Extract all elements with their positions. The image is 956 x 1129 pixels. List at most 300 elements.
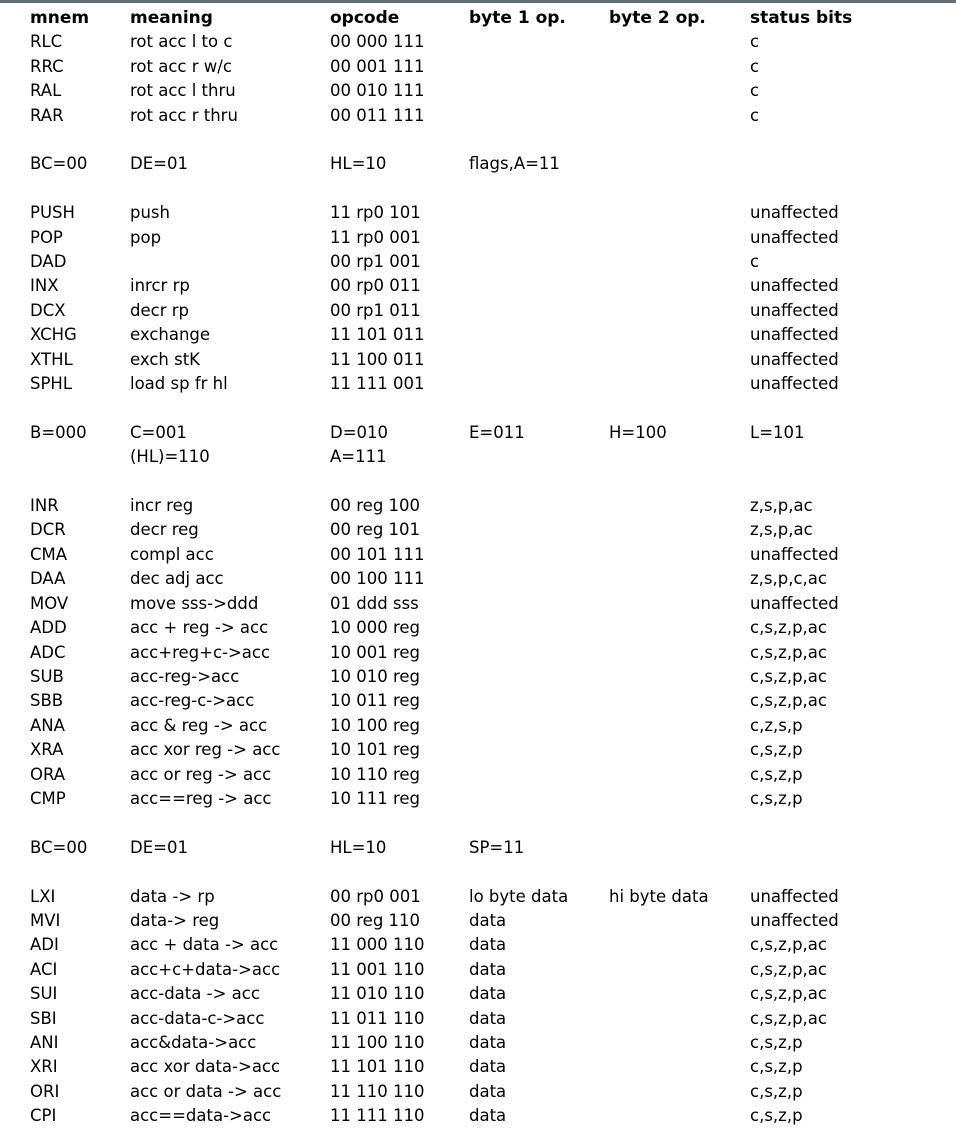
opcode-cell: 10 100 reg [330,715,421,735]
byte1-cell [469,348,609,372]
meaning-cell: acc-reg-c->acc [130,691,255,711]
table-row [30,323,952,347]
mnem-cell: RRC [30,56,64,76]
mnem-cell: RAR [30,105,64,125]
byte1-cell [469,738,609,762]
status-cell: c [750,56,760,76]
meaning-cell: rot acc l thru [130,81,236,101]
table-row [30,616,952,640]
byte1-cell [469,592,609,616]
byte1-cell [469,567,609,591]
table-row [30,641,952,665]
table-row [30,1055,952,1079]
header-byte2: byte 2 op. [609,8,706,28]
meaning-cell: acc+c+data->acc [130,959,281,979]
opcode-cell: 01 ddd sss [330,593,419,613]
byte2-cell [609,641,750,665]
meaning-cell: data -> rp [130,886,215,906]
byte1-cell [469,470,609,494]
meaning-cell [130,177,330,201]
meaning-cell: data-> reg [130,910,220,930]
mnem-cell: B=000 [30,422,87,442]
byte1-cell: data [469,1057,507,1077]
byte2-cell [609,909,750,933]
mnem-cell: CPI [30,1106,57,1126]
status-cell: unaffected [750,910,839,930]
status-cell: c,z,s,p [750,715,803,735]
table-row [30,30,952,54]
byte1-cell: data [469,1032,507,1052]
table-row [30,372,952,396]
opcode-cell: 00 rp1 011 [330,300,421,320]
byte1-cell: data [469,935,507,955]
table-body [30,30,952,1128]
table-row [30,958,952,982]
header-status: status bits [750,8,853,28]
status-cell: unaffected [750,544,839,564]
opcode-cell: 11 111 001 [330,374,425,394]
mnem-cell: DAD [30,252,67,272]
byte1-cell: data [469,1106,507,1126]
byte2-cell [609,738,750,762]
byte2-cell [609,1055,750,1079]
table-row [30,55,952,79]
table-row [30,226,952,250]
meaning-cell [130,396,330,420]
table-row [30,665,952,689]
byte1-cell [469,714,609,738]
byte2-cell [609,665,750,689]
table-row [30,1031,952,1055]
byte1-cell [469,226,609,250]
status-cell: c,s,z,p [750,1057,803,1077]
byte2-cell [609,494,750,518]
meaning-cell [130,470,330,494]
table-row [30,445,952,469]
meaning-cell [130,250,330,274]
byte1-cell [469,518,609,542]
byte1-cell [469,177,609,201]
status-cell: c,s,z,p,ac [750,642,827,662]
byte1-cell [469,494,609,518]
opcode-cell: 11 rp0 101 [330,203,421,223]
status-cell: z,s,p,ac [750,520,813,540]
byte2-cell [609,152,750,176]
opcode-cell: 11 001 110 [330,959,425,979]
mnem-cell: POP [30,227,63,247]
table-row [30,909,952,933]
header-opcode: opcode [330,8,400,28]
byte1-cell [469,543,609,567]
meaning-cell: push [130,203,170,223]
opcode-cell: 00 011 111 [330,105,425,125]
status-cell: c [750,105,760,125]
opcode-cell: 00 reg 100 [330,496,421,516]
meaning-cell: acc+reg+c->acc [130,642,271,662]
status-cell [750,860,952,884]
byte1-cell: flags,A=11 [469,154,560,174]
table-row [30,348,952,372]
mnem-cell [30,396,130,420]
table-row [30,592,952,616]
opcode-cell: 00 001 111 [330,56,425,76]
mnem-cell: XRI [30,1057,58,1077]
header-meaning: meaning [130,8,213,28]
table-row [30,1007,952,1031]
byte1-cell [469,299,609,323]
opcode-cell: 10 000 reg [330,618,421,638]
table-row [30,982,952,1006]
status-cell: c,s,z,p [750,788,803,808]
byte2-cell [609,226,750,250]
meaning-cell: acc or reg -> acc [130,764,272,784]
table-row [30,250,952,274]
mnem-cell: BC=00 [30,154,88,174]
opcode-cell: 11 100 011 [330,349,425,369]
mnem-cell [30,445,130,469]
byte1-cell [469,30,609,54]
status-cell: c,s,z,p,ac [750,959,827,979]
table-row [30,933,952,957]
byte1-cell [469,128,609,152]
byte2-cell [609,714,750,738]
byte1-cell: E=011 [469,422,525,442]
table-row [30,1104,952,1128]
byte2-cell [609,518,750,542]
top-divider [0,0,956,3]
mnem-cell: RLC [30,32,63,52]
mnem-cell: ANI [30,1032,59,1052]
byte2-cell [609,933,750,957]
byte2-cell [609,55,750,79]
spacer-row [30,811,952,835]
meaning-cell: decr rp [130,300,189,320]
status-cell: c,s,z,p,ac [750,935,827,955]
byte2-cell [609,79,750,103]
byte1-cell [469,860,609,884]
status-cell: c [750,252,760,272]
byte2-cell [609,470,750,494]
meaning-cell: DE=01 [130,837,188,857]
table-row [30,518,952,542]
mnem-cell: CMA [30,544,68,564]
status-cell: c,s,z,p,ac [750,618,827,638]
meaning-cell: rot acc r w/c [130,56,232,76]
status-cell: c,s,z,p,ac [750,691,827,711]
table-row [30,274,952,298]
byte2-cell [609,982,750,1006]
byte2-cell [609,299,750,323]
mnem-cell: RAL [30,81,62,101]
meaning-cell: acc==reg -> acc [130,788,272,808]
status-cell [750,445,952,469]
meaning-cell: DE=01 [130,154,188,174]
opcode-cell: 00 reg 110 [330,910,421,930]
byte2-cell [609,1007,750,1031]
meaning-cell: exch stK [130,349,200,369]
mnem-cell: SUB [30,666,64,686]
byte2-cell [609,616,750,640]
meaning-cell: acc&data->acc [130,1032,257,1052]
opcode-cell: 11 111 110 [330,1106,425,1126]
meaning-cell: rot acc r thru [130,105,238,125]
opcode-cell: HL=10 [330,154,387,174]
table-row [30,738,952,762]
status-cell: unaffected [750,203,839,223]
status-cell: unaffected [750,886,839,906]
opcode-cell: 00 rp0 001 [330,886,421,906]
opcode-cell: 10 010 reg [330,666,421,686]
meaning-cell: pop [130,227,162,247]
byte1-cell [469,811,609,835]
table-row [30,763,952,787]
opcode-cell: 00 000 111 [330,32,425,52]
status-cell: c,s,z,p [750,764,803,784]
byte2-cell [609,274,750,298]
mnem-cell: DCR [30,520,66,540]
byte1-cell: data [469,1008,507,1028]
mnem-cell: ANA [30,715,65,735]
mnem-cell: PUSH [30,203,75,223]
meaning-cell: acc + data -> acc [130,935,279,955]
table-row [30,104,952,128]
opcode-cell: A=111 [330,447,387,467]
meaning-cell: load sp fr hl [130,374,228,394]
status-cell: unaffected [750,227,839,247]
status-cell [750,152,952,176]
mnem-cell: ORA [30,764,66,784]
byte1-cell: SP=11 [469,837,525,857]
byte1-cell: data [469,959,507,979]
meaning-cell [130,860,330,884]
meaning-cell: dec adj acc [130,569,224,589]
header-row [30,6,952,30]
mnem-cell: SBI [30,1008,57,1028]
opcode-cell: 11 rp0 001 [330,227,421,247]
byte1-cell [469,763,609,787]
mnem-cell: CMP [30,788,66,808]
table-row [30,1080,952,1104]
byte2-cell [609,836,750,860]
meaning-cell: acc + reg -> acc [130,618,269,638]
opcode-cell: 11 000 110 [330,935,425,955]
byte1-cell [469,104,609,128]
meaning-cell: rot acc l to c [130,32,233,52]
meaning-cell: move sss->ddd [130,593,259,613]
table-row [30,787,952,811]
byte2-cell [609,372,750,396]
table-row [30,152,952,176]
table-row [30,494,952,518]
opcode-cell: 00 rp1 001 [330,252,421,272]
opcode-cell: 11 101 011 [330,325,425,345]
opcode-cell: 11 110 110 [330,1081,425,1101]
status-cell: c,s,z,p,ac [750,984,827,1004]
status-cell: c [750,32,760,52]
byte2-cell [609,567,750,591]
opcode-cell: 00 100 111 [330,569,425,589]
opcode-cell: 11 101 110 [330,1057,425,1077]
byte1-cell: data [469,910,507,930]
opcode-cell [330,128,469,152]
byte1-cell [469,445,609,469]
table-row [30,79,952,103]
status-cell [750,470,952,494]
opcode-cell: 00 101 111 [330,544,425,564]
meaning-cell: compl acc [130,544,214,564]
meaning-cell: acc xor reg -> acc [130,740,281,760]
byte2-cell [609,592,750,616]
byte1-cell [469,250,609,274]
byte2-cell [609,1031,750,1055]
mnem-cell: SPHL [30,374,73,394]
mnem-cell: ADC [30,642,66,662]
status-cell: z,s,p,ac [750,496,813,516]
byte2-cell: H=100 [609,422,667,442]
status-cell [750,128,952,152]
meaning-cell: exchange [130,325,211,345]
mnem-cell: XTHL [30,349,73,369]
status-cell: unaffected [750,325,839,345]
opcode-cell: 11 010 110 [330,984,425,1004]
byte2-cell [609,250,750,274]
meaning-cell: acc==data->acc [130,1106,272,1126]
byte1-cell [469,79,609,103]
status-cell: unaffected [750,593,839,613]
mnem-cell: DCX [30,300,66,320]
table-row [30,885,952,909]
mnem-cell [30,470,130,494]
spacer-row [30,860,952,884]
table-row [30,689,952,713]
byte2-cell [609,128,750,152]
byte2-cell [609,787,750,811]
meaning-cell: decr reg [130,520,199,540]
mnem-cell: ORI [30,1081,60,1101]
mnem-cell: ADI [30,935,59,955]
opcode-cell: 10 011 reg [330,691,421,711]
opcode-cell [330,860,469,884]
meaning-cell: incr reg [130,496,194,516]
meaning-cell: acc xor data->acc [130,1057,281,1077]
table-row [30,836,952,860]
mnem-cell: MOV [30,593,69,613]
mnem-cell: MVI [30,910,61,930]
status-cell: unaffected [750,300,839,320]
meaning-cell: (HL)=110 [130,447,210,467]
opcode-cell: 10 001 reg [330,642,421,662]
status-cell: c,s,z,p [750,1032,803,1052]
table-row [30,543,952,567]
byte1-cell: data [469,984,507,1004]
byte2-cell [609,323,750,347]
mnem-cell [30,860,130,884]
mnem-cell: XRA [30,740,64,760]
meaning-cell: acc-reg->acc [130,666,240,686]
mnem-cell: DAA [30,569,66,589]
meaning-cell: acc-data-c->acc [130,1008,265,1028]
table-row [30,421,952,445]
opcode-cell: 11 011 110 [330,1008,425,1028]
spacer-row [30,396,952,420]
byte2-cell [609,543,750,567]
meaning-cell: acc & reg -> acc [130,715,268,735]
byte2-cell [609,1080,750,1104]
byte1-cell [469,396,609,420]
opcode-cell: 00 reg 101 [330,520,421,540]
mnem-cell: ACI [30,959,58,979]
status-cell [750,396,952,420]
status-cell [750,811,952,835]
opcode-cell: 10 111 reg [330,788,421,808]
meaning-cell: C=001 [130,422,187,442]
opcode-cell: D=010 [330,422,389,442]
byte2-cell [609,445,750,469]
mnem-cell: INR [30,496,59,516]
byte2-cell [609,811,750,835]
opcode-cell [330,811,469,835]
byte1-cell [469,274,609,298]
opcode-table [30,6,952,1129]
byte1-cell [469,641,609,665]
table-row [30,299,952,323]
mnem-cell: ADD [30,618,67,638]
byte1-cell [469,201,609,225]
mnem-cell: SUI [30,984,58,1004]
spacer-row [30,470,952,494]
opcode-cell: 00 rp0 011 [330,276,421,296]
byte2-cell [609,396,750,420]
byte1-cell [469,372,609,396]
byte1-cell [469,787,609,811]
status-cell: c,s,z,p [750,1106,803,1126]
opcode-cell [330,396,469,420]
byte2-cell [609,201,750,225]
mnem-cell [30,128,130,152]
byte2-cell [609,763,750,787]
mnem-cell [30,177,130,201]
opcode-cell: 11 100 110 [330,1032,425,1052]
status-cell [750,177,952,201]
mnem-cell: LXI [30,886,56,906]
meaning-cell [130,128,330,152]
opcode-cell [330,470,469,494]
opcode-cell: 10 110 reg [330,764,421,784]
byte2-cell [609,689,750,713]
byte1-cell [469,689,609,713]
spacer-row [30,128,952,152]
byte1-cell [469,323,609,347]
status-cell: z,s,p,c,ac [750,569,827,589]
opcode-cell: 00 010 111 [330,81,425,101]
byte2-cell [609,348,750,372]
meaning-cell: acc or data -> acc [130,1081,282,1101]
byte1-cell [469,665,609,689]
byte2-cell [609,860,750,884]
table-row [30,714,952,738]
mnem-cell: INX [30,276,59,296]
byte1-cell: data [469,1081,507,1101]
mnem-cell: SBB [30,691,64,711]
status-cell: c,s,z,p [750,740,803,760]
header-mnem: mnem [30,8,90,28]
status-cell [750,836,952,860]
status-cell: unaffected [750,276,839,296]
status-cell: unaffected [750,374,839,394]
byte2-cell [609,177,750,201]
byte1-cell [469,616,609,640]
status-cell: L=101 [750,422,805,442]
